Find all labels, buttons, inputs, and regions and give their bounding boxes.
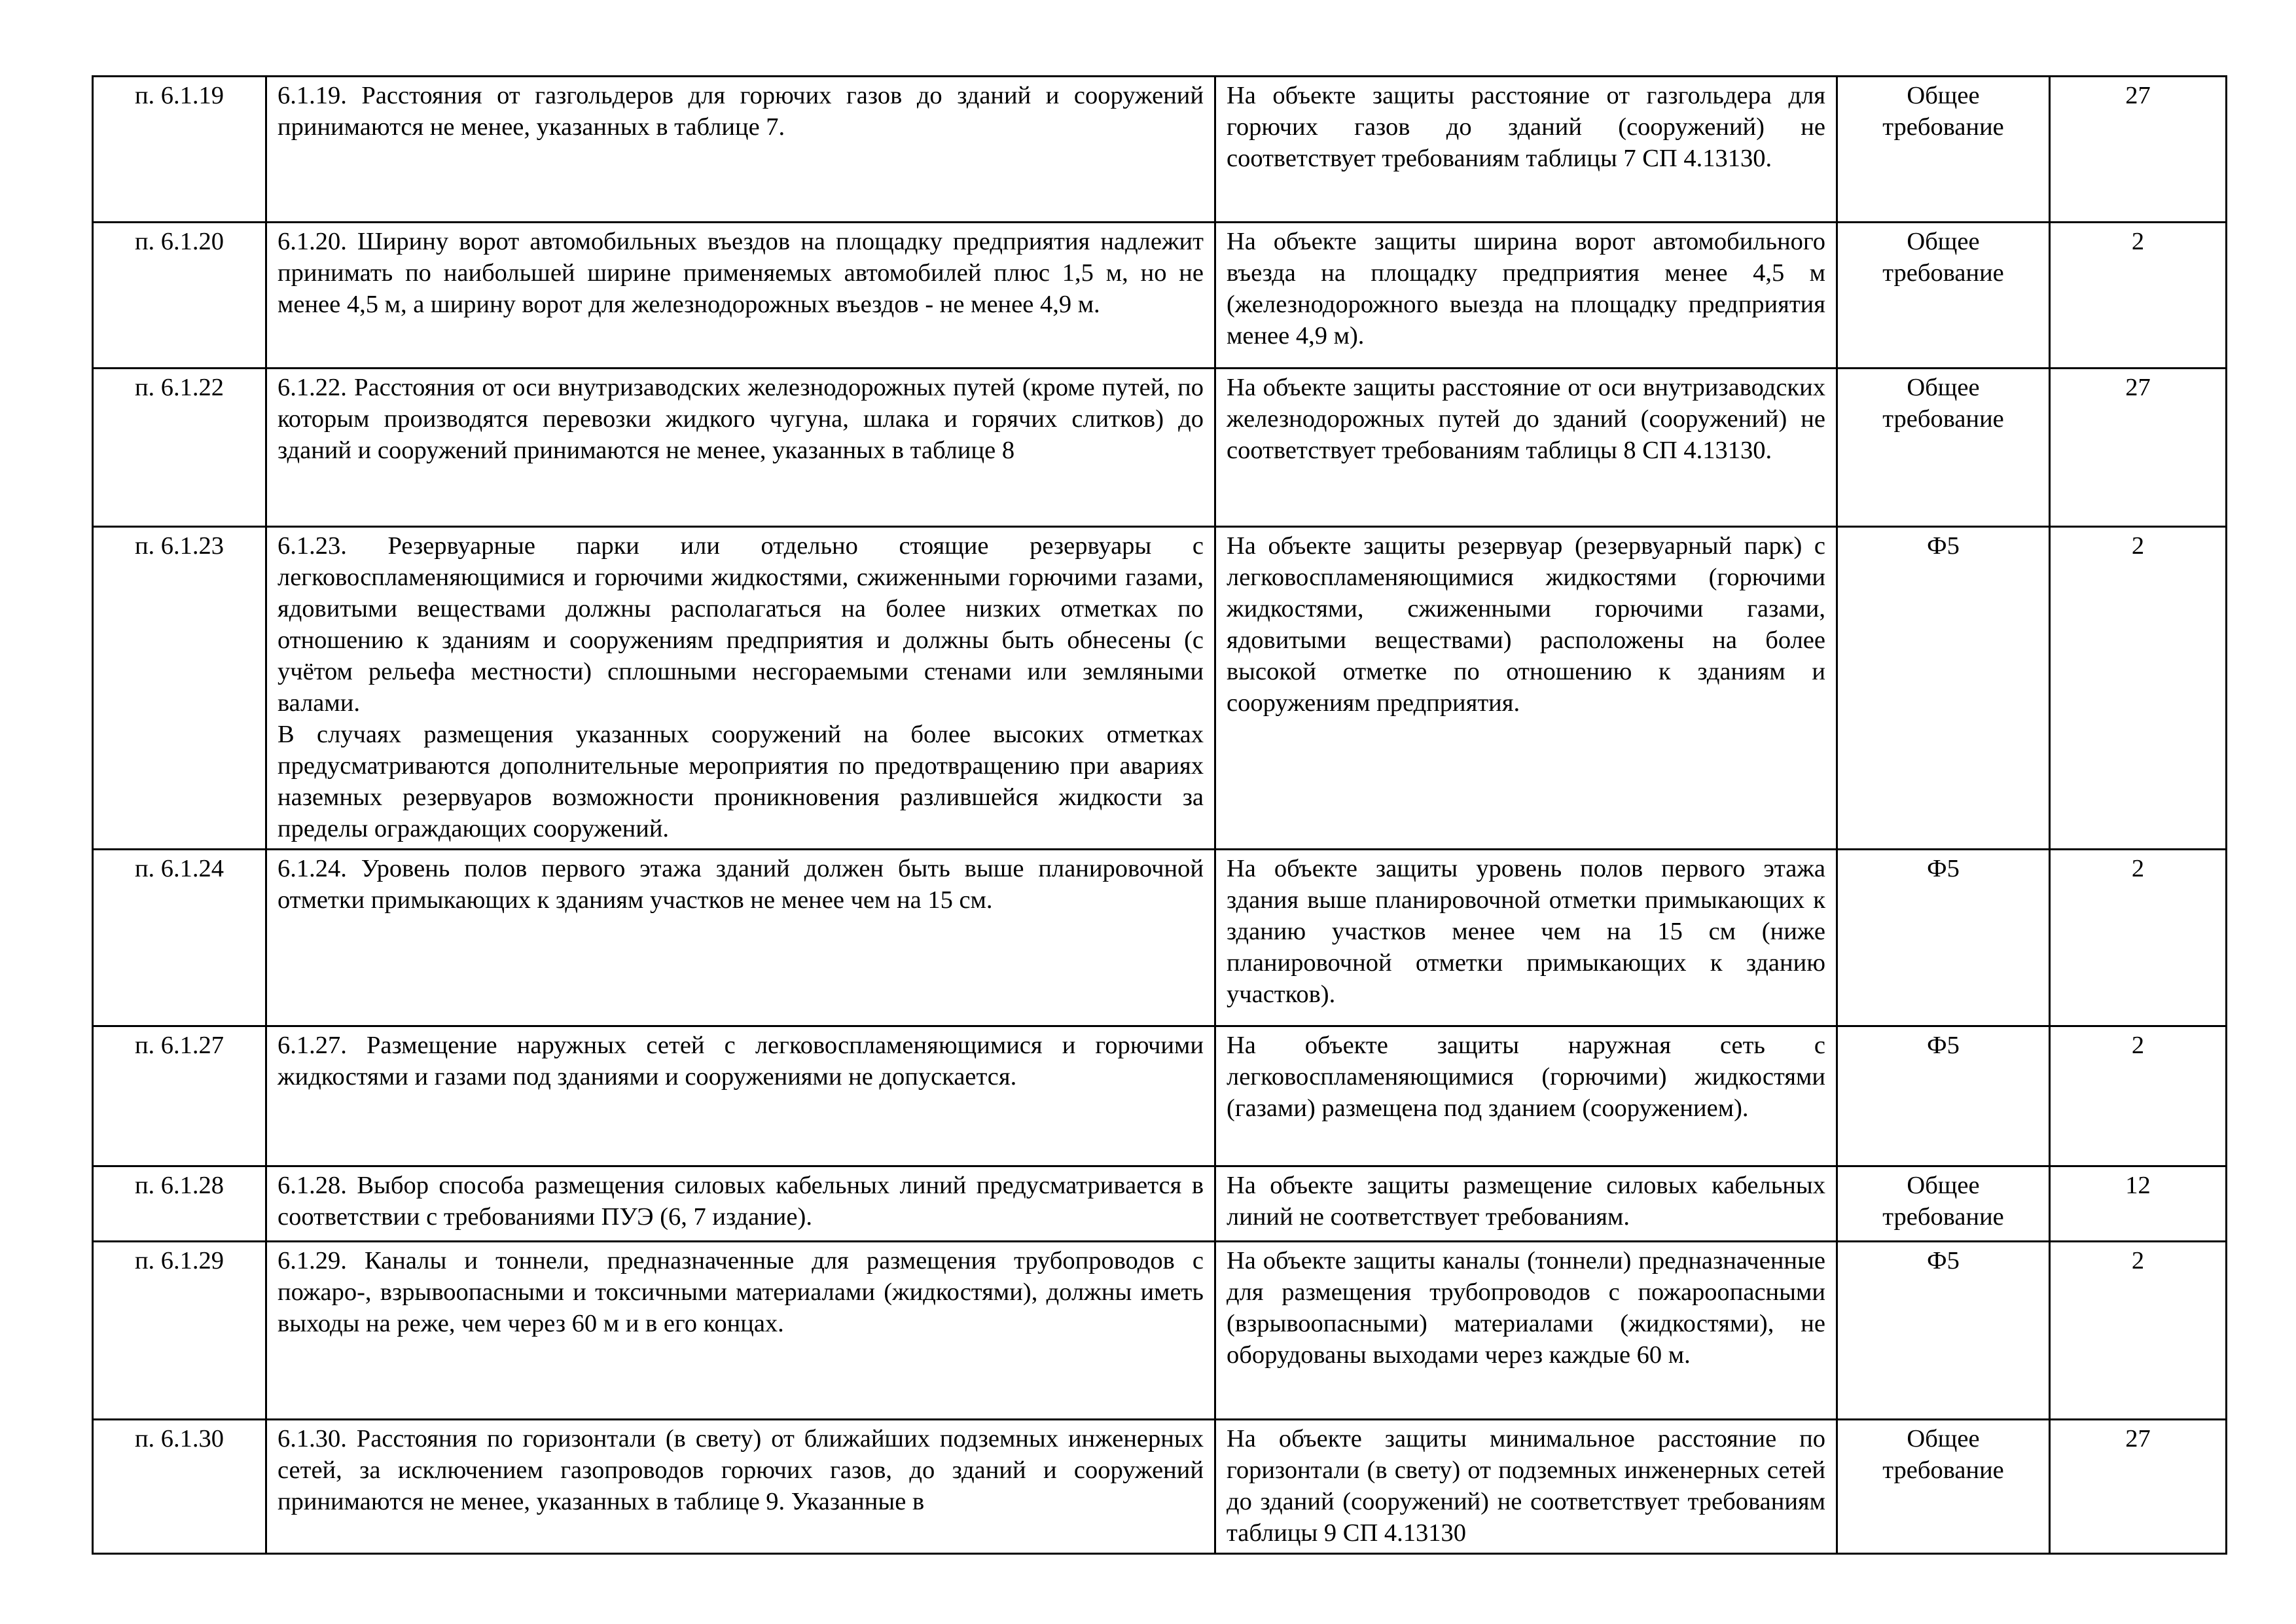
violation-cell: На объекте защиты наружная сеть с легковоспламеняющимися (горючими) жидкостями (газами) размещена под зданием (сооружением). bbox=[1215, 1026, 1837, 1166]
clause-ref-cell: п. 6.1.22 bbox=[93, 369, 266, 527]
table-row bbox=[93, 77, 2227, 223]
requirement-paragraph: 6.1.28. Выбор способа размещения силовых кабельных линий предусматривается в соответствии с требованиями ПУЭ (6, 7 издание). bbox=[278, 1172, 1204, 1231]
table-row bbox=[93, 1026, 2227, 1166]
requirement-cell bbox=[266, 77, 1215, 223]
requirement-paragraph: 6.1.23. Резервуарные парки или отдельно стоящие резервуары с легковоспламеняющимися и горючими жидкостями, сжиженными горючими газами, ядовитыми веществами должны располагаться на более низких отметках по отношению к зданиям и сооружениям предприятия и должны быть обнесены (с учётом рельефа местности) сплошными несгораемыми стенами или земляными валами. bbox=[278, 532, 1204, 717]
table-row bbox=[93, 1420, 2227, 1554]
table-row bbox=[93, 527, 2227, 850]
violation-cell: На объекте защиты размещение силовых кабельных линий не соответствует требованиям. bbox=[1215, 1166, 1837, 1242]
requirement-cell bbox=[266, 1242, 1215, 1420]
violation-cell: На объекте защиты уровень полов первого этажа здания выше планировочной отметки примыкающих к зданию участков менее чем на 15 см (ниже планировочной отметки примыкающих к зданию участков). bbox=[1215, 850, 1837, 1026]
requirement-type-cell: Общее требование bbox=[1837, 77, 2050, 223]
requirement-cell bbox=[266, 369, 1215, 527]
requirement-type-cell: Общее требование bbox=[1837, 369, 2050, 527]
clause-ref-cell: п. 6.1.20 bbox=[93, 223, 266, 369]
table-row bbox=[93, 1166, 2227, 1242]
clause-ref-cell: п. 6.1.28 bbox=[93, 1166, 266, 1242]
number-cell: 2 bbox=[2050, 850, 2227, 1026]
number-cell: 2 bbox=[2050, 1242, 2227, 1420]
number-cell: 12 bbox=[2050, 1166, 2227, 1242]
clause-ref-cell: п. 6.1.30 bbox=[93, 1420, 266, 1554]
violation-cell: На объекте защиты резервуар (резервуарный парк) с легковоспламеняющимися жидкостями (горючими жидкостями, сжиженными горючими газами, ядовитыми веществами) расположены на более высокой отметке по отношению к зданиям и сооружениям предприятия. bbox=[1215, 527, 1837, 850]
requirement-type-cell: Ф5 bbox=[1837, 850, 2050, 1026]
number-cell: 27 bbox=[2050, 1420, 2227, 1554]
clause-ref-cell: п. 6.1.23 bbox=[93, 527, 266, 850]
requirement-paragraph: 6.1.22. Расстояния от оси внутризаводских железнодорожных путей (кроме путей, по которым производятся перевозки жидкого чугуна, шлака и горячих слитков) до зданий и сооружений принимаются не менее, указанных в таблице 8 bbox=[278, 374, 1204, 464]
clause-ref-cell: п. 6.1.27 bbox=[93, 1026, 266, 1166]
clause-ref-cell: п. 6.1.19 bbox=[93, 77, 266, 223]
number-cell: 2 bbox=[2050, 1026, 2227, 1166]
requirements-table bbox=[92, 75, 2227, 1555]
clause-ref-cell: п. 6.1.24 bbox=[93, 850, 266, 1026]
requirement-cell bbox=[266, 850, 1215, 1026]
table-row bbox=[93, 369, 2227, 527]
requirements-table-body bbox=[93, 77, 2227, 1554]
number-cell: 2 bbox=[2050, 223, 2227, 369]
requirement-cell bbox=[266, 1166, 1215, 1242]
requirement-paragraph: 6.1.20. Ширину ворот автомобильных въездов на площадку предприятия надлежит принимать по наибольшей ширине применяемых автомобилей плюс 1,5 м, но не менее 4,5 м, а ширину ворот для железнодорожных въездов - не менее 4,9 м. bbox=[278, 228, 1204, 318]
requirement-type-cell: Общее требование bbox=[1837, 223, 2050, 369]
document-page bbox=[92, 75, 2225, 1555]
requirement-paragraph: 6.1.30. Расстояния по горизонтали (в свету) от ближайших подземных инженерных сетей, за исключением газопроводов горючих газов, до зданий и сооружений принимаются не менее, указанных в таблице 9. Указанные в bbox=[278, 1425, 1204, 1515]
requirement-type-cell: Ф5 bbox=[1837, 527, 2050, 850]
number-cell: 2 bbox=[2050, 527, 2227, 850]
number-cell: 27 bbox=[2050, 369, 2227, 527]
requirement-cell bbox=[266, 527, 1215, 850]
requirement-type-cell: Общее требование bbox=[1837, 1420, 2050, 1554]
requirement-paragraph: В случаях размещения указанных сооружений на более высоких отметках предусматриваются дополнительные мероприятия по предотвращению при авариях наземных резервуаров возможности проникновения разлившейся жидкости за пределы ограждающих сооружений. bbox=[278, 721, 1204, 842]
requirement-paragraph: 6.1.24. Уровень полов первого этажа зданий должен быть выше планировочной отметки примыкающих к зданиям участков не менее чем на 15 см. bbox=[278, 855, 1204, 914]
requirement-type-cell: Общее требование bbox=[1837, 1166, 2050, 1242]
table-row bbox=[93, 223, 2227, 369]
violation-cell: На объекте защиты ширина ворот автомобильного въезда на площадку предприятия менее 4,5 м (железнодорожного выезда на площадку предприятия менее 4,9 м). bbox=[1215, 223, 1837, 369]
requirement-cell bbox=[266, 223, 1215, 369]
requirement-type-cell: Ф5 bbox=[1837, 1026, 2050, 1166]
violation-cell: На объекте защиты расстояние от оси внутризаводских железнодорожных путей до зданий (сооружений) не соответствует требованиям таблицы 8 СП 4.13130. bbox=[1215, 369, 1837, 527]
requirement-paragraph: 6.1.27. Размещение наружных сетей с легковоспламеняющимися и горючими жидкостями и газами под зданиями и сооружениями не допускается. bbox=[278, 1032, 1204, 1091]
violation-cell: На объекте защиты минимальное расстояние по горизонтали (в свету) от подземных инженерных сетей до зданий (сооружений) не соответствует требованиям таблицы 9 СП 4.13130 bbox=[1215, 1420, 1837, 1554]
number-cell: 27 bbox=[2050, 77, 2227, 223]
requirement-type-cell: Ф5 bbox=[1837, 1242, 2050, 1420]
requirement-paragraph: 6.1.29. Каналы и тоннели, предназначенные для размещения трубопроводов с пожаро-, взрывоопасными и токсичными материалами (жидкостями), должны иметь выходы на реже, чем через 60 м и в его концах. bbox=[278, 1247, 1204, 1337]
requirement-cell bbox=[266, 1420, 1215, 1554]
violation-cell: На объекте защиты каналы (тоннели) предназначенные для размещения трубопроводов с пожароопасными (взрывоопасными) материалами (жидкостями), не оборудованы выходами через каждые 60 м. bbox=[1215, 1242, 1837, 1420]
table-row bbox=[93, 850, 2227, 1026]
clause-ref-cell: п. 6.1.29 bbox=[93, 1242, 266, 1420]
violation-cell: На объекте защиты расстояние от газгольдера для горючих газов до зданий (сооружений) не соответствует требованиям таблицы 7 СП 4.13130. bbox=[1215, 77, 1837, 223]
requirement-cell bbox=[266, 1026, 1215, 1166]
table-row bbox=[93, 1242, 2227, 1420]
requirement-paragraph: 6.1.19. Расстояния от газгольдеров для горючих газов до зданий и сооружений принимаются не менее, указанных в таблице 7. bbox=[278, 82, 1204, 141]
